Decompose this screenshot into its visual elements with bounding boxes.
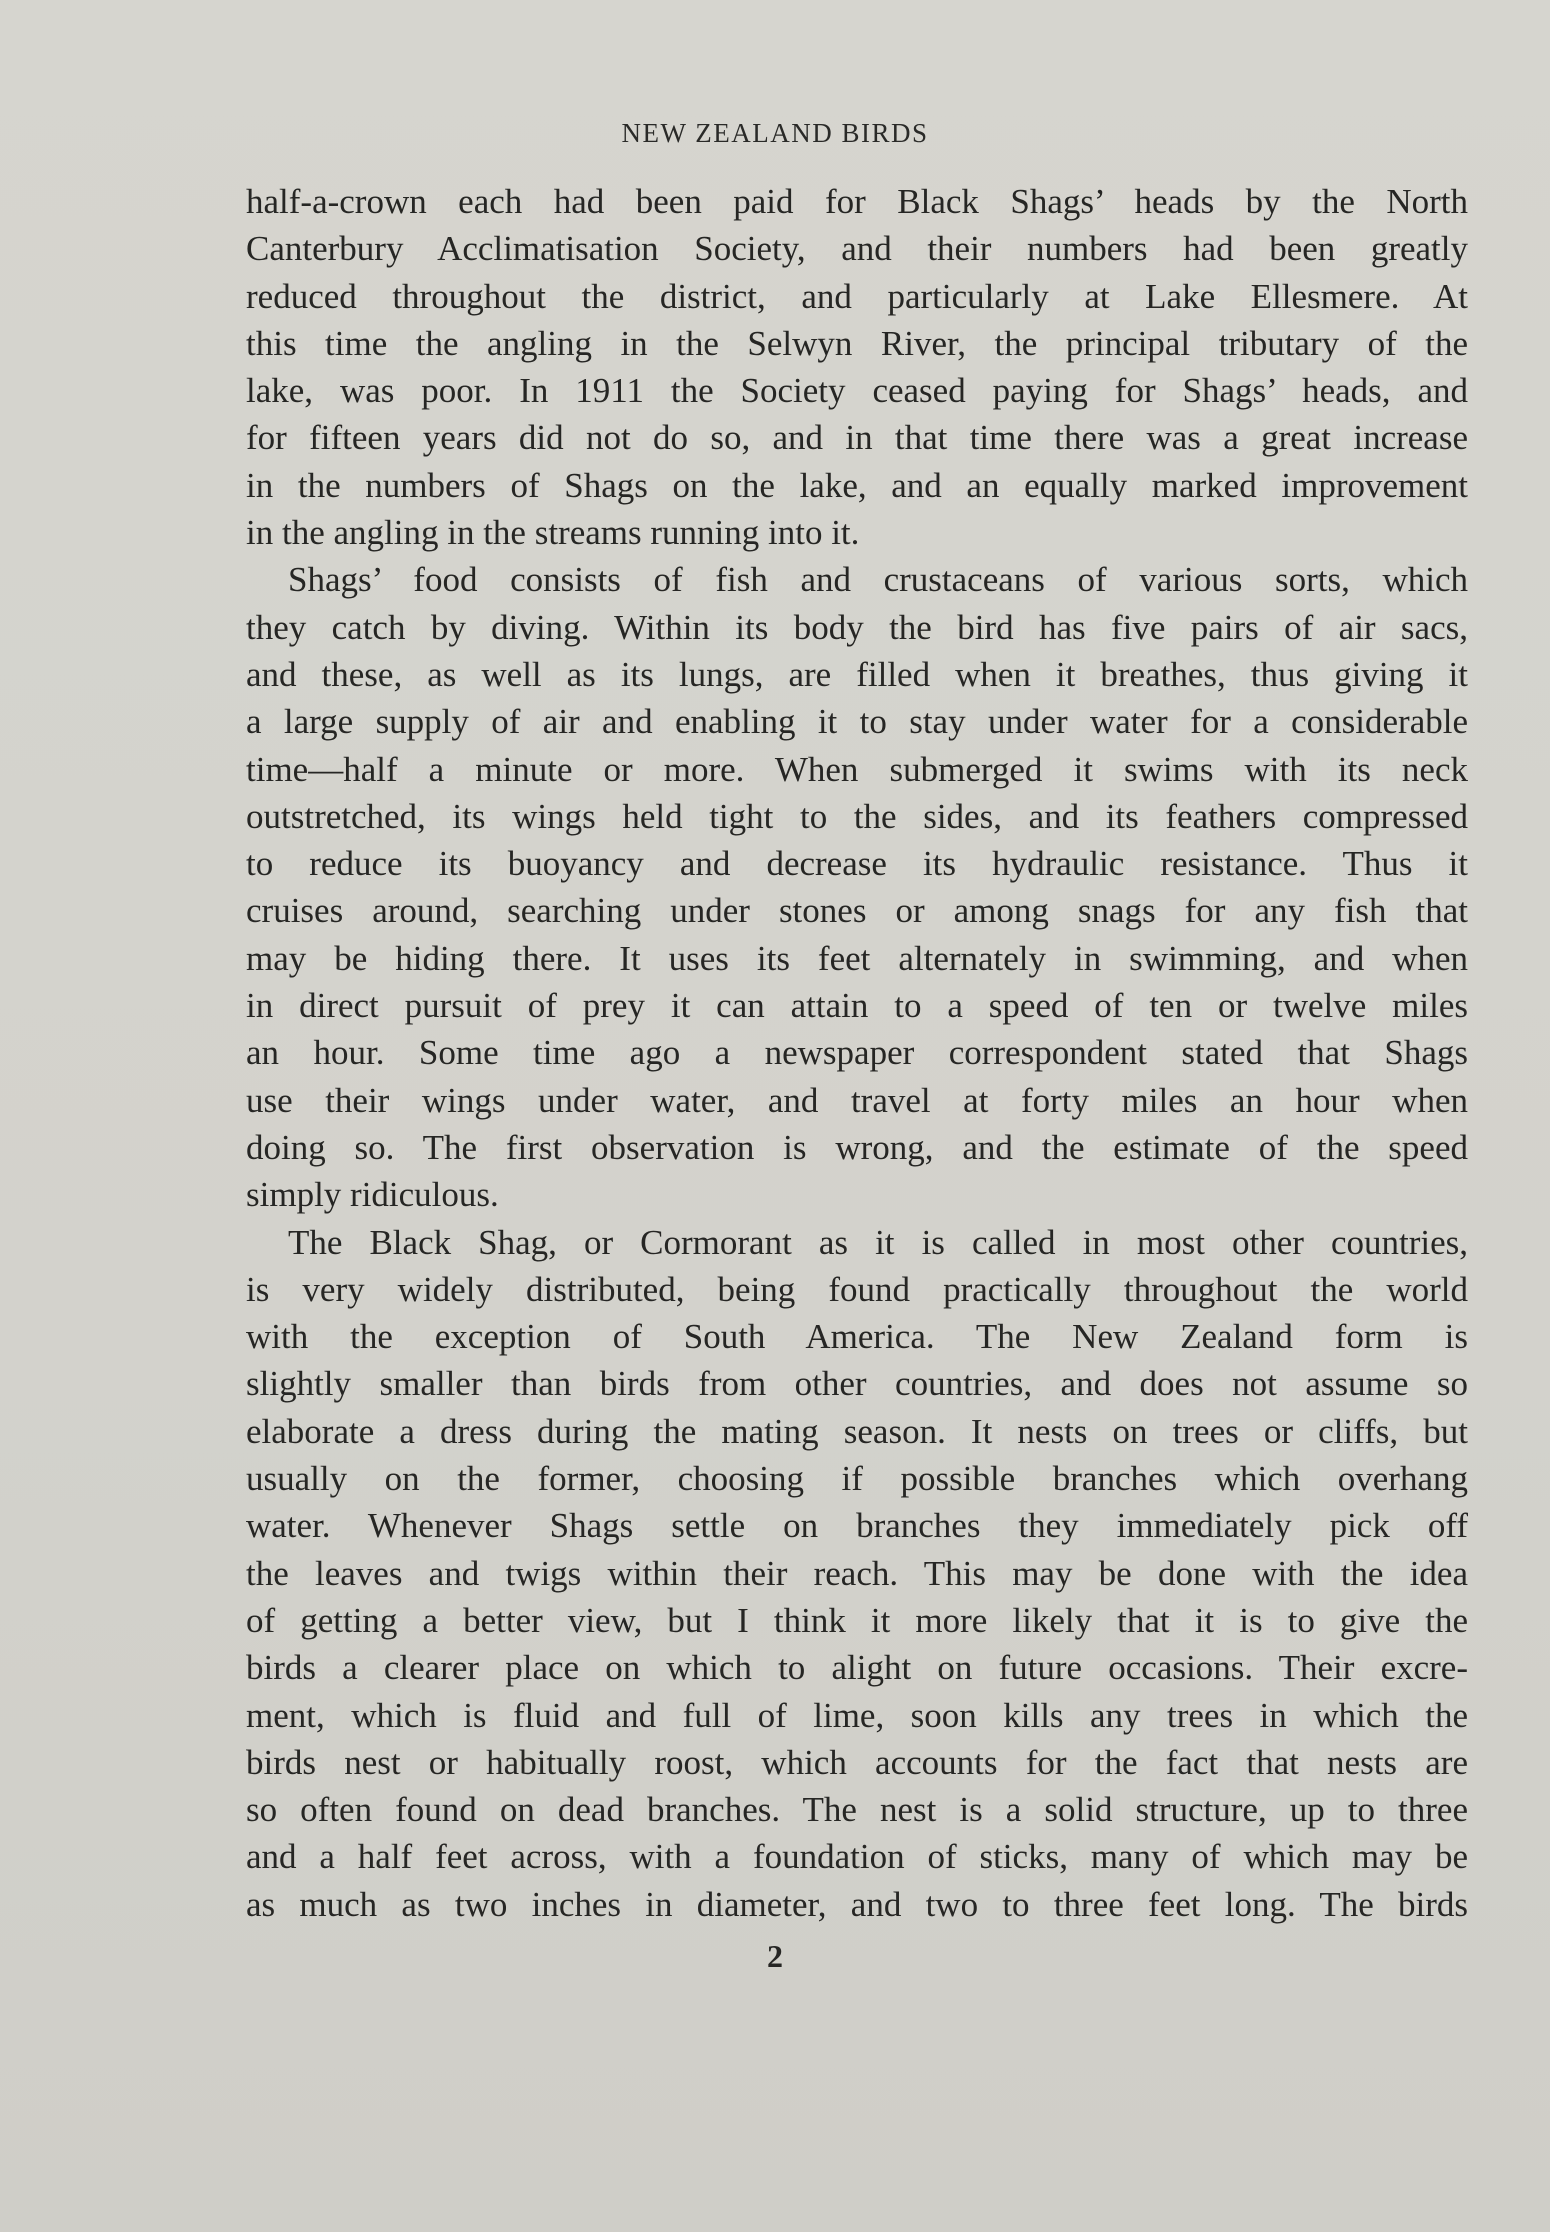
text-line: ment, which is fluid and full of lime, soon kills any trees in which the <box>246 1695 1468 1735</box>
paragraph-1 <box>246 178 1468 556</box>
text-line: birds nest or habitually roost, which accounts for the fact that nests are <box>246 1742 1468 1782</box>
text-line: in the angling in the streams running into it. <box>246 513 860 553</box>
page-number: 2 <box>767 1938 783 1974</box>
paragraph-3 <box>246 1219 1468 1928</box>
text-line: the leaves and twigs within their reach. This may be done with the idea <box>246 1553 1468 1593</box>
text-line: and these, as well as its lungs, are filled when it breathes, thus giving it <box>246 654 1468 694</box>
text-line: elaborate a dress during the mating season. It nests on trees or cliffs, but <box>246 1411 1468 1451</box>
body-text <box>246 178 1468 1928</box>
text-line: an hour. Some time ago a newspaper correspondent stated that Shags <box>246 1033 1468 1073</box>
text-line: reduced throughout the district, and particularly at Lake Ellesmere. At <box>246 276 1468 316</box>
text-line: half-a-crown each had been paid for Black Shags’ heads by the North <box>246 182 1468 221</box>
text-line: may be hiding there. It uses its feet alternately in swimming, and when <box>246 938 1468 978</box>
text-line: in direct pursuit of prey it can attain to a speed of ten or twelve miles <box>246 986 1468 1026</box>
text-line: usually on the former, choosing if possible branches which overhang <box>246 1459 1468 1499</box>
text-line: time—half a minute or more. When submerged it swims with its neck <box>246 749 1468 789</box>
text-line: in the numbers of Shags on the lake, and an equally marked improvement <box>246 465 1468 505</box>
text-line: and a half feet across, with a foundation of sticks, many of which may be <box>246 1837 1468 1877</box>
text-line: a large supply of air and enabling it to stay under water for a considerable <box>246 702 1468 742</box>
text-line: water. Whenever Shags settle on branches they immediately pick off <box>246 1506 1468 1546</box>
running-head: NEW ZEALAND BIRDS <box>621 118 929 148</box>
text-line: birds a clearer place on which to alight on future occasions. Their excre- <box>246 1648 1468 1688</box>
text-line: Canterbury Acclimatisation Society, and their numbers had been greatly <box>246 229 1468 269</box>
text-line: this time the angling in the Selwyn River, the principal tributary of the <box>246 323 1468 363</box>
text-line: doing so. The first observation is wrong, and the estimate of the speed <box>246 1127 1468 1167</box>
text-line: they catch by diving. Within its body the bird has five pairs of air sacs, <box>246 607 1468 647</box>
paragraph-2 <box>246 556 1468 1218</box>
text-line: cruises around, searching under stones or among snags for any fish that <box>246 891 1468 931</box>
text-line: Shags’ food consists of fish and crustaceans of various sorts, which <box>288 560 1468 600</box>
text-line: The Black Shag, or Cormorant as it is called in most other countries, <box>288 1222 1468 1262</box>
text-line: of getting a better view, but I think it more likely that it is to give the <box>246 1600 1468 1640</box>
text-line: so often found on dead branches. The nest is a solid structure, up to three <box>246 1790 1468 1830</box>
text-line: to reduce its buoyancy and decrease its hydraulic resistance. Thus it <box>246 844 1468 884</box>
text-line: lake, was poor. In 1911 the Society ceased paying for Shags’ heads, and <box>246 371 1468 411</box>
text-line: for fifteen years did not do so, and in that time there was a great increase <box>246 418 1468 458</box>
text-line: as much as two inches in diameter, and two to three feet long. The birds <box>246 1884 1468 1924</box>
text-line: slightly smaller than birds from other countries, and does not assume so <box>246 1364 1468 1404</box>
text-line: use their wings under water, and travel at forty miles an hour when <box>246 1080 1468 1120</box>
text-line: outstretched, its wings held tight to the sides, and its feathers compressed <box>246 796 1468 836</box>
text-line: with the exception of South America. The New Zealand form is <box>246 1317 1468 1357</box>
text-line: simply ridiculous. <box>246 1175 499 1215</box>
text-line: is very widely distributed, being found practically throughout the world <box>246 1269 1468 1309</box>
